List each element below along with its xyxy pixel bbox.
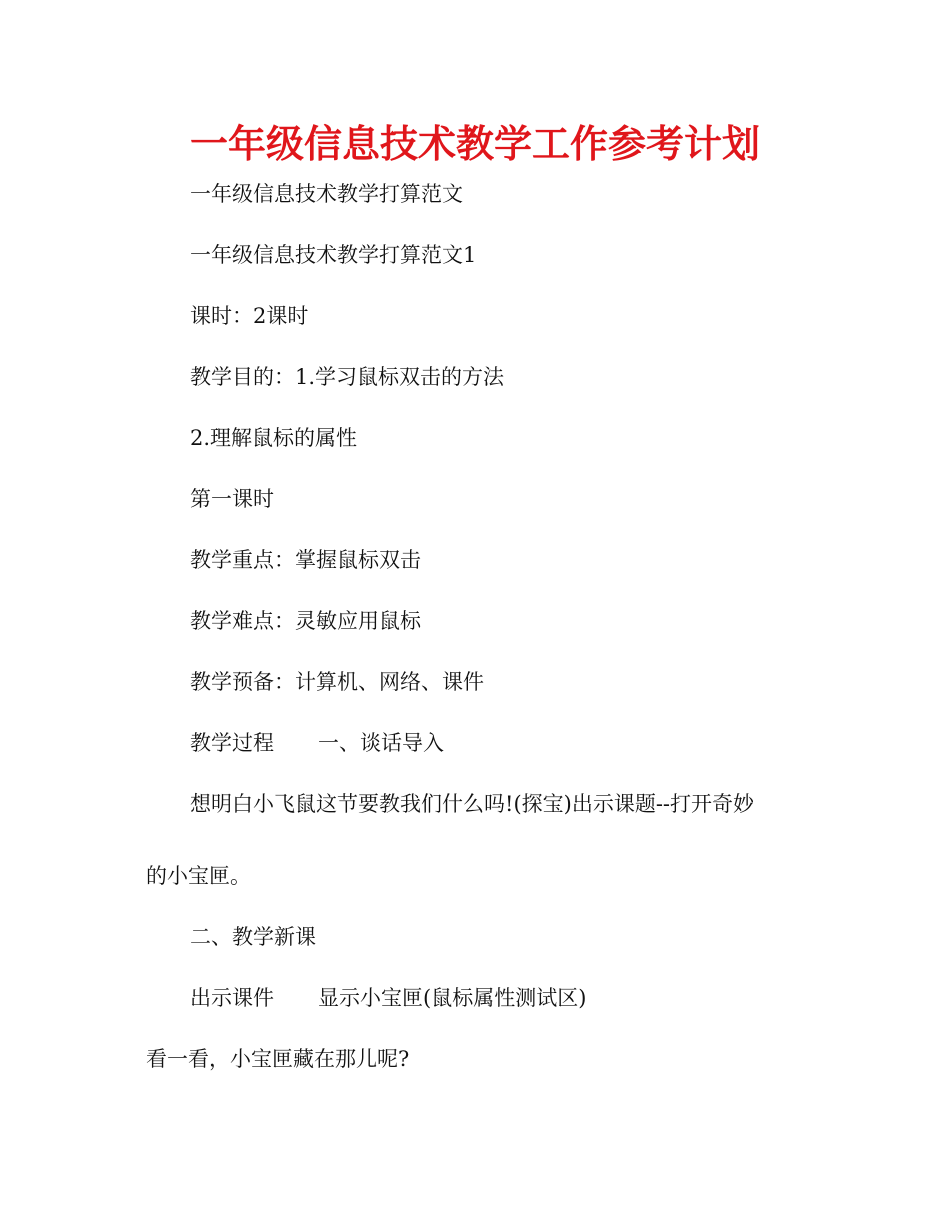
courseware-text: 显示小宝匣(鼠标属性测试区)	[318, 986, 587, 1010]
teaching-objective: 教学目的：1.学习鼠标双击的方法	[190, 365, 505, 389]
teaching-difficulty: 教学难点：灵敏应用鼠标	[190, 609, 421, 633]
teaching-preparation: 教学预备：计算机、网络、课件	[190, 670, 484, 694]
intro-paragraph-line-2: 的小宝匣。	[146, 864, 251, 888]
intro-paragraph-line-1: 想明白小飞鼠这节要教我们什么吗!(探宝)出示课题--打开奇妙	[190, 792, 755, 816]
courseware-label: 出示课件	[190, 986, 274, 1010]
process-step: 一、谈话导入	[318, 731, 444, 755]
subtitle-line: 一年级信息技术教学打算范文	[190, 182, 463, 206]
section-heading: 一年级信息技术教学打算范文1	[190, 243, 477, 267]
teaching-focus: 教学重点：掌握鼠标双击	[190, 548, 421, 572]
teaching-objective-2: 2.理解鼠标的属性	[190, 426, 358, 450]
lesson-one-heading: 第一课时	[190, 487, 274, 511]
section-two-heading: 二、教学新课	[190, 925, 316, 949]
document-title: 一年级信息技术教学工作参考计划	[189, 122, 760, 166]
question-line: 看一看，小宝匣藏在那儿呢?	[146, 1047, 410, 1071]
teaching-process-line	[190, 729, 444, 757]
courseware-line	[190, 984, 586, 1012]
process-label: 教学过程	[190, 731, 274, 755]
class-hours: 课时：2课时	[190, 304, 309, 328]
